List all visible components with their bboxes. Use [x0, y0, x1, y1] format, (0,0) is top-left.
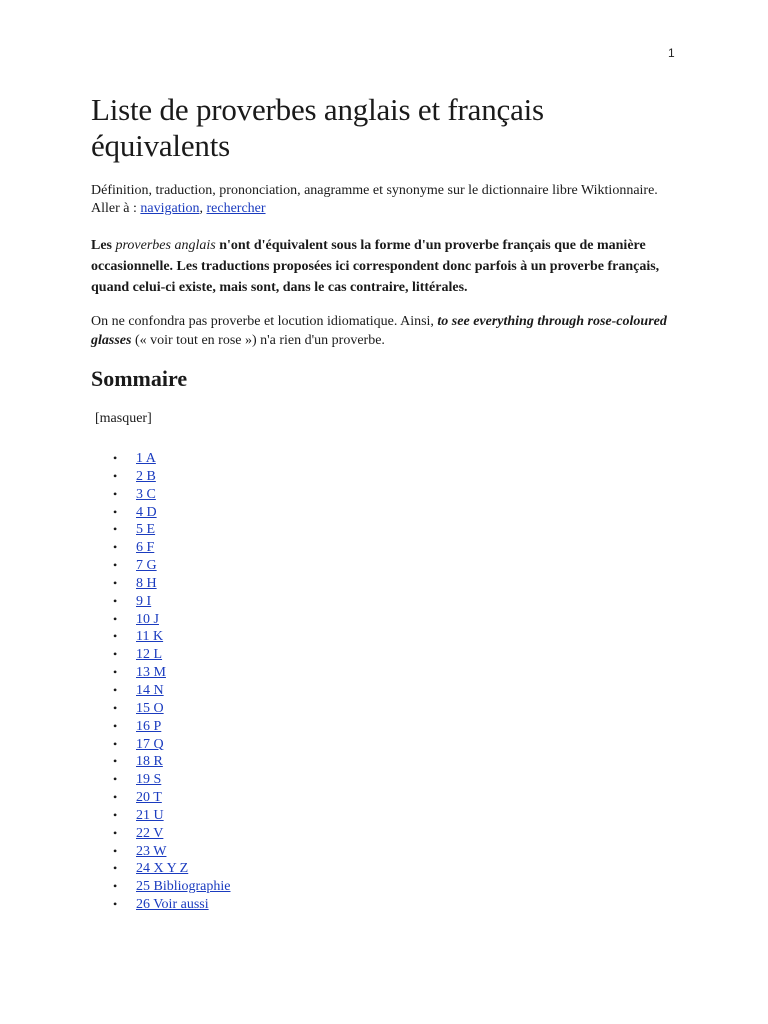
- toc-link[interactable]: 26 Voir aussi: [136, 897, 209, 913]
- toc-item: [91, 664, 671, 682]
- lead-prefix: Les: [91, 238, 116, 253]
- intro-paragraph: [91, 182, 671, 218]
- idiom-paragraph: [91, 312, 671, 350]
- toc-link[interactable]: 15 O: [136, 700, 164, 716]
- toc-link[interactable]: 22 V: [136, 825, 164, 841]
- idiom-prefix: On ne confondra pas proverbe et locution idiomatique. Ainsi,: [91, 314, 438, 329]
- bullet-icon: •: [113, 451, 118, 465]
- toc-item: [91, 628, 671, 646]
- toc-item: [91, 896, 671, 914]
- toc-item: [91, 753, 671, 771]
- toc-heading: Sommaire: [91, 366, 188, 391]
- intro-description: Définition, traduction, prononciation, anagramme et synonyme sur le dictionnaire libre Wiktionnaire.: [91, 183, 658, 198]
- toc-link[interactable]: 6 F: [136, 540, 155, 556]
- toc-link[interactable]: 10 J: [136, 611, 159, 627]
- toc-item: [91, 504, 671, 522]
- toc-link[interactable]: 25 Bibliographie: [136, 879, 231, 895]
- toc-item: [91, 468, 671, 486]
- bullet-icon: •: [113, 522, 118, 537]
- bullet-icon: •: [113, 540, 118, 555]
- toc-link[interactable]: 11 K: [136, 629, 164, 645]
- document-body: [91, 92, 671, 914]
- toc-link[interactable]: 9 I: [136, 593, 152, 609]
- toc-link[interactable]: 3 C: [136, 486, 156, 502]
- toc-item: [91, 557, 671, 575]
- bullet-icon: •: [113, 736, 118, 751]
- toc-link[interactable]: 24 X Y Z: [136, 861, 189, 877]
- toc-link[interactable]: 20 T: [136, 790, 162, 806]
- search-link[interactable]: rechercher: [206, 201, 266, 216]
- toc-item: [91, 789, 671, 807]
- toc-link[interactable]: 7 G: [136, 558, 157, 574]
- page-title: Liste de proverbes anglais et français équivalents: [91, 92, 544, 163]
- bullet-icon: •: [113, 486, 118, 501]
- bullet-icon: •: [113, 611, 118, 626]
- toc-item: [91, 646, 671, 664]
- toc-link[interactable]: 19 S: [136, 772, 162, 788]
- lead-italic-term: proverbes anglais: [115, 238, 216, 253]
- toc-item: [91, 521, 671, 539]
- toc-link[interactable]: 13 M: [136, 665, 166, 681]
- goto-prefix: Aller à :: [91, 201, 141, 216]
- bullet-icon: •: [113, 558, 118, 573]
- bullet-icon: •: [113, 772, 118, 787]
- bullet-icon: •: [113, 790, 118, 805]
- bullet-icon: •: [113, 647, 118, 662]
- bullet-icon: •: [113, 665, 118, 680]
- toc-link[interactable]: 2 B: [136, 468, 156, 484]
- bullet-icon: •: [113, 897, 118, 912]
- page-number: 1: [668, 46, 675, 60]
- toc-link[interactable]: 18 R: [136, 754, 163, 770]
- toc-item: [91, 825, 671, 843]
- toc-link[interactable]: 17 Q: [136, 736, 164, 752]
- bullet-icon: •: [113, 807, 118, 822]
- bullet-icon: •: [113, 700, 118, 715]
- toc-item: [91, 860, 671, 878]
- toc-link[interactable]: 8 H: [136, 575, 157, 591]
- bullet-icon: •: [113, 825, 118, 840]
- toc-item: [91, 486, 671, 504]
- lead-rest: n'ont d'équivalent sous la forme d'un proverbe français que de manière occasionnelle. Les traductions proposées ici correspondent donc parfois à un proverbe français, quand celui-ci existe, mais sont, dans le cas contraire, littérales.: [91, 238, 660, 295]
- toc-item: [91, 807, 671, 825]
- idiom-rest: (« voir tout en rose ») n'a rien d'un proverbe.: [131, 333, 385, 348]
- toc-item: [91, 539, 671, 557]
- toc-item: [91, 878, 671, 896]
- bullet-icon: •: [113, 879, 118, 894]
- bullet-icon: •: [113, 718, 118, 733]
- toc-item: [91, 593, 671, 611]
- bullet-icon: •: [113, 861, 118, 876]
- toc-item: [91, 718, 671, 736]
- toc-link[interactable]: 23 W: [136, 843, 167, 859]
- toc-link[interactable]: 14 N: [136, 682, 164, 698]
- bullet-icon: •: [113, 682, 118, 697]
- toc-item: [91, 771, 671, 789]
- toc-item: [91, 700, 671, 718]
- toc-link[interactable]: 4 D: [136, 504, 157, 520]
- bullet-icon: •: [113, 575, 118, 590]
- toc-link[interactable]: 5 E: [136, 522, 156, 538]
- toc-toggle[interactable]: [masquer]: [95, 411, 152, 426]
- toc-link[interactable]: 16 P: [136, 718, 162, 734]
- bullet-icon: •: [113, 754, 118, 769]
- toc-link[interactable]: 1 A: [136, 451, 156, 466]
- idiom-example: to see everything through rose-coloured glasses: [91, 314, 667, 348]
- goto-separator: ,: [199, 201, 207, 216]
- toc-item: [91, 682, 671, 700]
- toc-item: [91, 575, 671, 593]
- toc-item: [91, 450, 671, 468]
- toc-item: [91, 611, 671, 629]
- toc-item: [91, 736, 671, 754]
- bullet-icon: •: [113, 593, 118, 608]
- bullet-icon: •: [113, 504, 118, 519]
- toc-link[interactable]: 12 L: [136, 647, 163, 663]
- bullet-icon: •: [113, 468, 118, 483]
- bullet-icon: •: [113, 843, 118, 858]
- toc-item: [91, 843, 671, 861]
- lead-paragraph: [91, 235, 671, 298]
- navigation-link[interactable]: navigation: [140, 201, 200, 216]
- toc-link[interactable]: 21 U: [136, 807, 164, 823]
- bullet-icon: •: [113, 629, 118, 644]
- toc-list: [91, 450, 671, 914]
